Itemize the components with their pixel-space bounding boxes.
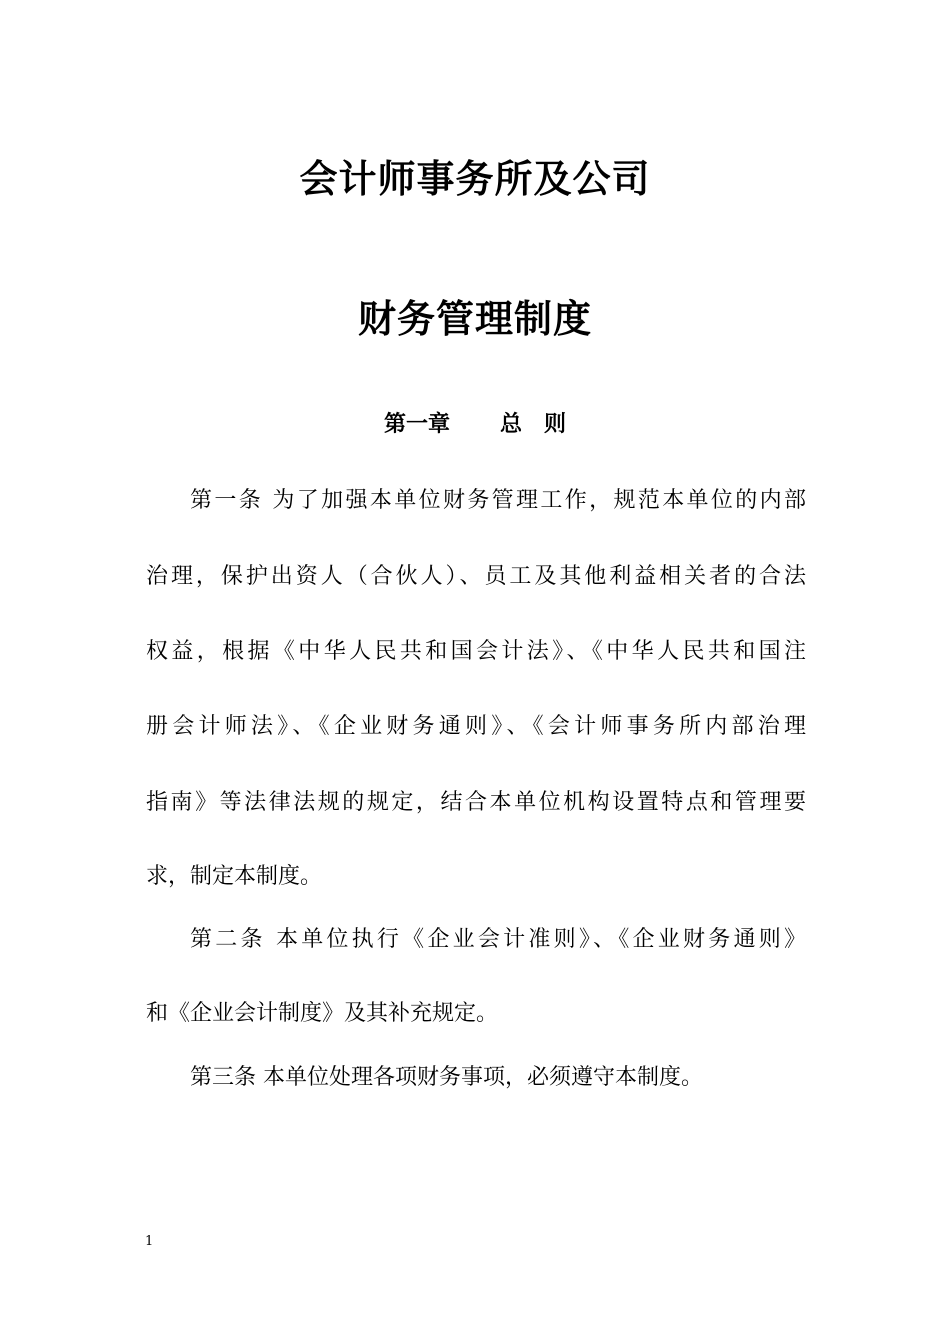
page-number: 1 [145,1234,154,1249]
paragraph-line: 第三条 本单位处理各项财务事项，必须遵守本制度。 [190,1065,703,1090]
chapter-number: 第一章 [383,411,450,437]
paragraph-line: 第一条 为了加强本单位财务管理工作，规范本单位的内部 [190,488,806,513]
paragraph-line: 和《企业会计制度》及其补充规定。 [146,1001,499,1026]
paragraph-line: 权益，根据《中华人民共和国会计法》、《中华人民共和国注 [146,639,806,664]
document-title-line2: 财务管理制度 [357,296,592,341]
paragraph-line: 册会计师法》、《企业财务通则》、《会计师事务所内部治理 [146,714,806,739]
paragraph-line: 第二条 本单位执行《企业会计准则》、《企业财务通则》 [190,927,806,952]
chapter-heading [0,413,950,435]
paragraph-line: 求，制定本制度。 [146,864,323,889]
paragraph-line: 指南》等法律法规的规定，结合本单位机构设置特点和管理要 [146,790,806,815]
paragraph-line: 治理，保护出资人（合伙人）、员工及其他利益相关者的合法 [146,564,806,589]
document-title-line1: 会计师事务所及公司 [299,156,651,201]
chapter-name: 总 则 [500,411,567,437]
